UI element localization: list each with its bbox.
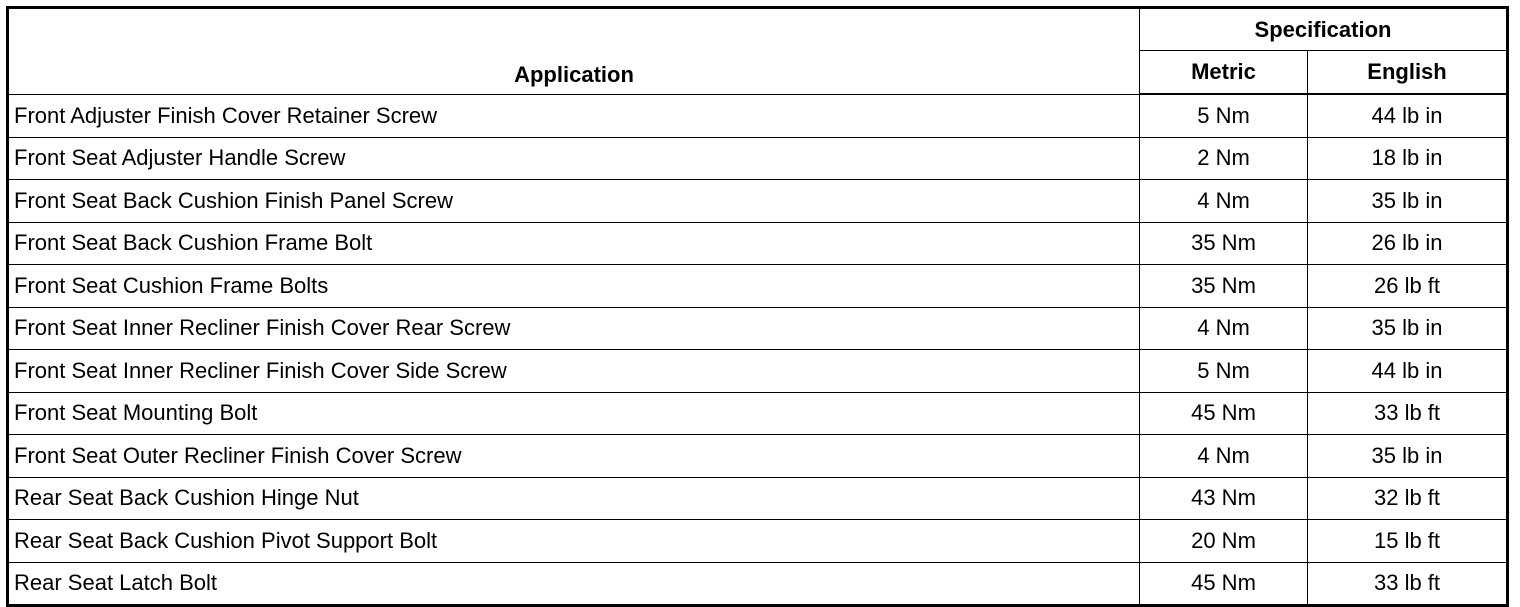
english-value-cell: 33 lb ft xyxy=(1308,562,1508,606)
english-value-cell: 26 lb ft xyxy=(1308,265,1508,308)
english-column-header: English xyxy=(1308,51,1508,95)
table-row xyxy=(8,307,1508,350)
application-cell: Rear Seat Latch Bolt xyxy=(8,562,1140,606)
application-cell: Front Seat Adjuster Handle Screw xyxy=(8,137,1140,180)
english-value-cell: 26 lb in xyxy=(1308,222,1508,265)
metric-value-cell: 20 Nm xyxy=(1140,520,1308,563)
application-cell: Front Seat Back Cushion Frame Bolt xyxy=(8,222,1140,265)
metric-value-cell: 43 Nm xyxy=(1140,477,1308,520)
metric-value-cell: 45 Nm xyxy=(1140,392,1308,435)
metric-value-cell: 45 Nm xyxy=(1140,562,1308,606)
application-cell: Front Adjuster Finish Cover Retainer Screw xyxy=(8,94,1140,137)
metric-value-cell: 35 Nm xyxy=(1140,265,1308,308)
english-value-cell: 15 lb ft xyxy=(1308,520,1508,563)
english-value-cell: 18 lb in xyxy=(1308,137,1508,180)
english-value-cell: 35 lb in xyxy=(1308,435,1508,478)
metric-value-cell: 35 Nm xyxy=(1140,222,1308,265)
application-cell: Front Seat Inner Recliner Finish Cover Rear Screw xyxy=(8,307,1140,350)
metric-value-cell: 5 Nm xyxy=(1140,350,1308,393)
english-value-cell: 44 lb in xyxy=(1308,350,1508,393)
english-value-cell: 33 lb ft xyxy=(1308,392,1508,435)
application-column-header: Application xyxy=(8,8,1140,95)
application-cell: Rear Seat Back Cushion Hinge Nut xyxy=(8,477,1140,520)
specification-column-header: Specification xyxy=(1140,8,1508,51)
application-cell: Front Seat Inner Recliner Finish Cover Side Screw xyxy=(8,350,1140,393)
metric-value-cell: 5 Nm xyxy=(1140,94,1308,137)
table-header xyxy=(8,8,1508,95)
application-cell: Front Seat Back Cushion Finish Panel Screw xyxy=(8,180,1140,223)
metric-value-cell: 4 Nm xyxy=(1140,307,1308,350)
fastener-specification-table xyxy=(6,6,1509,607)
english-value-cell: 32 lb ft xyxy=(1308,477,1508,520)
application-cell: Front Seat Mounting Bolt xyxy=(8,392,1140,435)
table-row xyxy=(8,392,1508,435)
header-row-top xyxy=(8,8,1508,51)
table-row xyxy=(8,520,1508,563)
metric-value-cell: 4 Nm xyxy=(1140,435,1308,478)
application-cell: Front Seat Cushion Frame Bolts xyxy=(8,265,1140,308)
table-row xyxy=(8,137,1508,180)
table-row xyxy=(8,94,1508,137)
table-row xyxy=(8,477,1508,520)
english-value-cell: 35 lb in xyxy=(1308,180,1508,223)
english-value-cell: 44 lb in xyxy=(1308,94,1508,137)
table-body xyxy=(8,94,1508,606)
metric-column-header: Metric xyxy=(1140,51,1308,95)
application-cell: Front Seat Outer Recliner Finish Cover Screw xyxy=(8,435,1140,478)
table-row xyxy=(8,350,1508,393)
table-row xyxy=(8,435,1508,478)
english-value-cell: 35 lb in xyxy=(1308,307,1508,350)
metric-value-cell: 4 Nm xyxy=(1140,180,1308,223)
table-row xyxy=(8,562,1508,606)
application-cell: Rear Seat Back Cushion Pivot Support Bolt xyxy=(8,520,1140,563)
table-row xyxy=(8,265,1508,308)
metric-value-cell: 2 Nm xyxy=(1140,137,1308,180)
table-row xyxy=(8,180,1508,223)
table-row xyxy=(8,222,1508,265)
